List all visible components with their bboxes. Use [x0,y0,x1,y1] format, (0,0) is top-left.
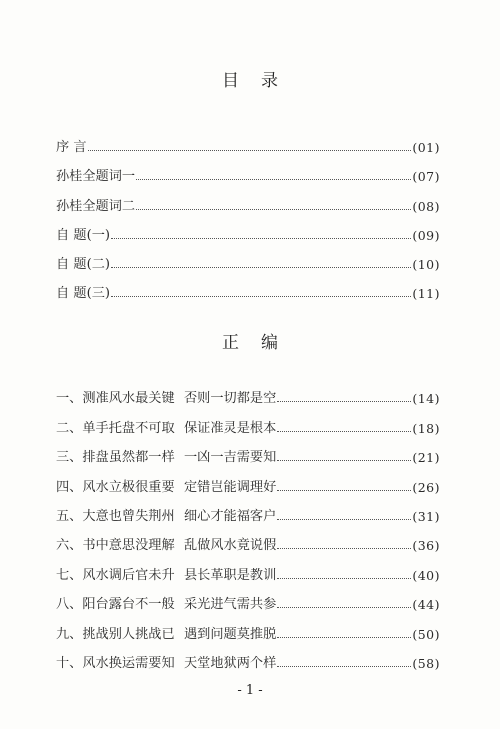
toc-page-number: (18) [412,420,440,436]
dot-leader [277,636,411,638]
chapter-title: 五、大意也曾失荆州 [56,508,175,524]
chapter-subtitle: 定错岂能调理好 [184,479,277,495]
section-heading: 正编 [222,333,300,353]
toc-row[interactable] [56,243,440,272]
toc-row[interactable] [56,495,440,524]
dot-leader [111,266,411,268]
dot-leader [277,606,411,608]
dot-leader [136,178,411,180]
toc-page-number: (36) [412,538,440,554]
toc-page-number: (58) [412,655,440,671]
chapter-title: 三、排盘虽然都一样 [56,450,175,466]
chapter-title: 四、风水立极很重要 [56,479,175,495]
toc-label: 自 题(一) [56,227,111,243]
dot-leader [277,665,411,667]
chapter-title: 九、挑战别人挑战已 [56,626,175,642]
toc-page-number: (50) [412,626,440,642]
toc-row[interactable] [56,155,440,184]
chapter-subtitle: 县长革职是教训 [184,567,277,583]
dot-leader [111,295,411,297]
toc-page-number: (11) [412,286,440,302]
page-number: - 1 - [237,683,263,698]
toc-page-number: (31) [412,508,440,524]
chapter-subtitle: 乱做风水竟说假 [184,538,277,554]
toc-page-number: (10) [412,256,440,272]
dot-leader [277,518,411,520]
dot-leader [277,489,411,491]
toc-label: 孙桂全题词一 [56,169,136,185]
toc-row[interactable] [56,406,440,435]
dot-leader [277,577,411,579]
dot-leader [111,237,411,239]
dot-leader [277,430,411,432]
chapter-subtitle: 细心才能福客户 [184,508,277,524]
toc-row[interactable] [56,214,440,243]
front-matter-list [56,126,440,301]
toc-page-number: (08) [412,198,440,214]
toc-page-number: (21) [412,450,440,466]
chapter-subtitle: 保证准灵是根本 [184,420,277,436]
chapter-title: 一、测准风水最关键 [56,391,175,407]
toc-row[interactable] [56,377,440,406]
toc-page-number: (44) [412,597,440,613]
dot-leader [136,208,411,210]
toc-row[interactable] [56,583,440,612]
toc-page-number: (14) [412,391,440,407]
chapter-subtitle: 一凶一吉需要知 [184,450,277,466]
toc-page-number: (40) [412,567,440,583]
toc-label: 自 题(三) [56,286,111,302]
toc-row[interactable] [56,126,440,155]
toc-row[interactable] [56,436,440,465]
toc-page-number: (07) [412,169,440,185]
dot-leader [277,547,411,549]
chapter-title: 八、阳台露台不一般 [56,597,175,613]
toc-row[interactable] [56,524,440,553]
toc-row[interactable] [56,642,440,671]
toc-label: 孙桂全题词二 [56,198,136,214]
toc-row[interactable] [56,612,440,641]
dot-leader [277,459,411,461]
chapter-subtitle: 遇到问题莫推脱 [184,626,277,642]
chapter-subtitle: 否则一切都是空 [184,391,277,407]
toc-label: 自 题(二) [56,256,111,272]
toc-row[interactable] [56,272,440,301]
chapter-subtitle: 采光进气需共参 [184,597,277,613]
toc-page-number: (09) [412,227,440,243]
toc-page-number: (01) [412,140,440,156]
toc-row[interactable] [56,465,440,494]
dot-leader [88,149,412,151]
dot-leader [277,400,411,402]
toc-heading: 目录 [222,71,300,91]
chapter-title: 七、风水调后官未升 [56,567,175,583]
toc-row[interactable] [56,553,440,582]
chapter-title: 六、书中意思没理解 [56,538,175,554]
chapter-title: 二、单手托盘不可取 [56,420,175,436]
main-chapter-list [56,377,440,671]
chapter-title: 十、风水换运需要知 [56,655,175,671]
toc-label: 序 言 [56,140,87,156]
toc-row[interactable] [56,184,440,213]
chapter-subtitle: 天堂地狱两个样 [184,655,277,671]
toc-page-number: (26) [412,479,440,495]
